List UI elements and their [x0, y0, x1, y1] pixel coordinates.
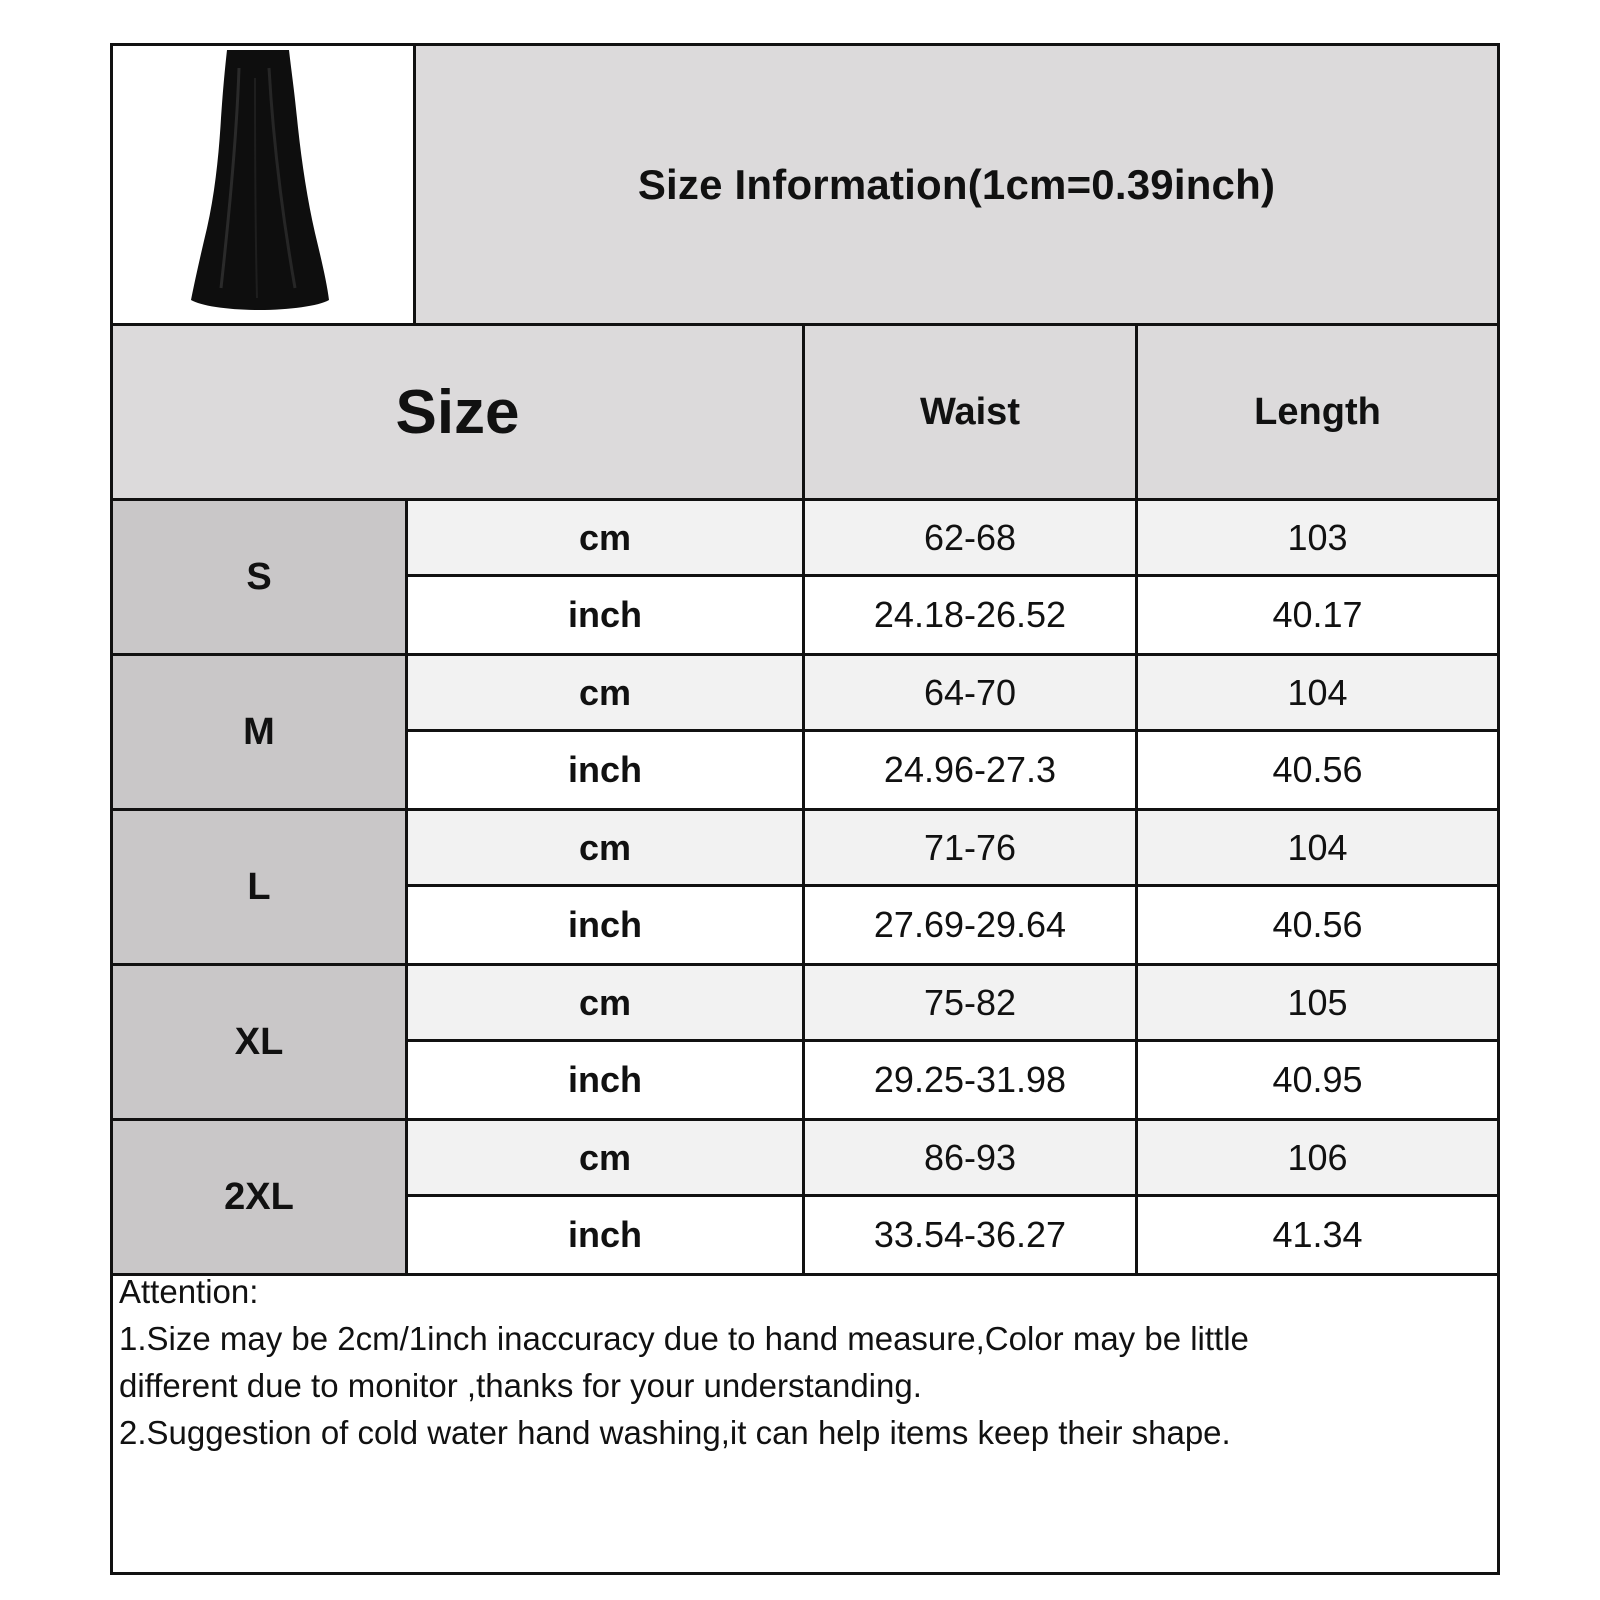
length-cell: 40.56 — [1272, 749, 1363, 790]
size-label: M — [113, 656, 408, 808]
unit-cell: cm — [408, 811, 805, 884]
waist-cell: 86-93 — [805, 1121, 1138, 1194]
size-chart — [110, 43, 1500, 1575]
length-cell: 40.17 — [1272, 594, 1363, 635]
product-photo-backdrop — [139, 48, 379, 318]
length-cell: 41.34 — [1272, 1214, 1363, 1255]
unit-cell: inch — [408, 732, 805, 808]
title-cell — [416, 46, 1497, 323]
size-label: S — [113, 501, 408, 653]
column-headers — [113, 326, 1497, 501]
waist-cell: 62-68 — [805, 501, 1138, 574]
attention-notes — [119, 1268, 1487, 1456]
unit-cell: cm — [408, 966, 805, 1039]
black-maxi-skirt-image — [139, 48, 381, 318]
unit-cell: inch — [408, 1197, 805, 1273]
note-line: different due to monitor ,thanks for your understanding. — [119, 1367, 922, 1404]
table-row — [408, 1197, 1497, 1273]
waist-cell: 33.54-36.27 — [805, 1197, 1138, 1273]
notes-heading: Attention: — [119, 1273, 259, 1310]
size-group-m — [113, 656, 1497, 811]
unit-cell: cm — [408, 656, 805, 729]
waist-cell: 71-76 — [805, 811, 1138, 884]
size-label: L — [113, 811, 408, 963]
length-column-header: Length — [1138, 326, 1497, 498]
unit-cell: inch — [408, 577, 805, 653]
product-photo-cell — [113, 46, 416, 323]
note-line: 1.Size may be 2cm/1inch inaccuracy due to hand measure,Color may be little — [119, 1320, 1249, 1357]
table-row — [408, 1121, 1497, 1197]
unit-cell: inch — [408, 887, 805, 963]
waist-cell: 24.96-27.3 — [805, 732, 1138, 808]
waist-cell: 27.69-29.64 — [805, 887, 1138, 963]
unit-cell: inch — [408, 1042, 805, 1118]
length-cell: 104 — [1287, 826, 1348, 868]
size-label: 2XL — [113, 1121, 408, 1273]
table-row — [408, 887, 1497, 963]
size-group-2xl — [113, 1121, 1497, 1276]
size-group-l — [113, 811, 1497, 966]
table-row — [408, 966, 1497, 1042]
chart-title: Size Information(1cm=0.39inch) — [637, 160, 1276, 208]
size-group-xl — [113, 966, 1497, 1121]
size-group-s — [113, 501, 1497, 656]
waist-cell: 29.25-31.98 — [805, 1042, 1138, 1118]
table-row — [408, 811, 1497, 887]
length-cell: 40.56 — [1272, 904, 1363, 945]
length-cell: 103 — [1287, 516, 1348, 558]
table-row — [408, 577, 1497, 653]
table-row — [408, 501, 1497, 577]
size-label: XL — [113, 966, 408, 1118]
length-cell: 104 — [1287, 671, 1348, 713]
table-row — [408, 1042, 1497, 1118]
waist-cell: 64-70 — [805, 656, 1138, 729]
length-cell: 105 — [1287, 981, 1348, 1023]
size-column-header: Size — [113, 326, 805, 498]
length-cell: 106 — [1287, 1136, 1348, 1178]
table-row — [408, 732, 1497, 808]
waist-cell: 24.18-26.52 — [805, 577, 1138, 653]
unit-cell: cm — [408, 1121, 805, 1194]
length-cell: 40.95 — [1272, 1059, 1363, 1100]
chart-header — [113, 46, 1497, 326]
table-row — [408, 656, 1497, 732]
unit-cell: cm — [408, 501, 805, 574]
waist-column-header: Waist — [805, 326, 1138, 498]
waist-cell: 75-82 — [805, 966, 1138, 1039]
note-line: 2.Suggestion of cold water hand washing,it can help items keep their shape. — [119, 1414, 1231, 1451]
